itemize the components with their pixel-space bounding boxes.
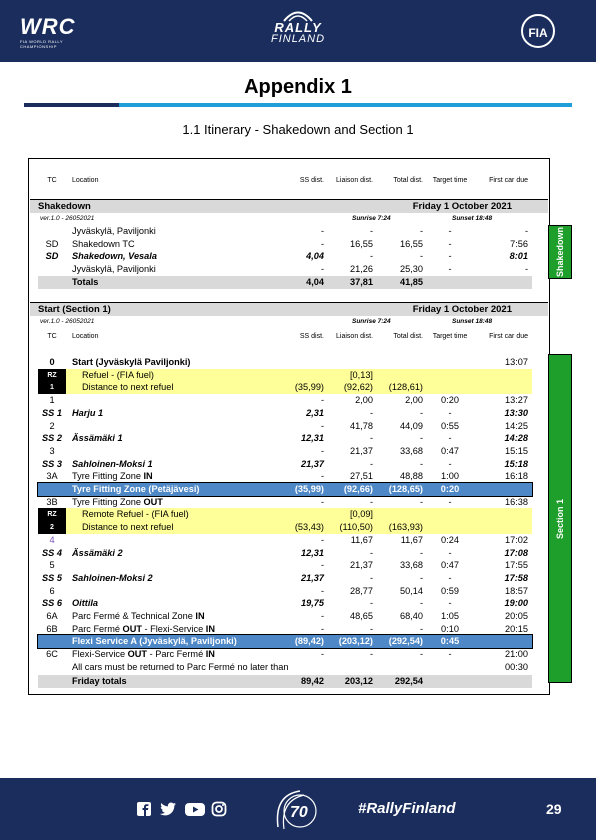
shakedown-location — [72, 263, 156, 276]
section1-row — [38, 597, 532, 610]
section1-total-dist: - — [419, 458, 423, 469]
section1-row — [38, 369, 532, 382]
section1-row — [38, 420, 532, 433]
shakedown-location-text: Jyväskylä, Paviljonki — [72, 264, 156, 275]
section1-target-time: 0:47 — [441, 445, 459, 456]
page-title: Appendix 1 — [244, 76, 352, 98]
shakedown-total-dist: - — [419, 251, 423, 262]
section1-liaison-dist: - — [369, 572, 373, 583]
section1-location-part: IN — [192, 611, 205, 621]
section1-location-text: Distance to next refuel — [82, 382, 174, 393]
shakedown-total-dist: 41,85 — [400, 276, 423, 287]
section1-ss-dist: - — [320, 534, 324, 545]
shakedown-location — [72, 250, 157, 263]
section1-row — [38, 610, 532, 623]
section1-ss-dist: - — [320, 649, 324, 660]
section1-total-dist: - — [419, 598, 423, 609]
section1-tc: RZ — [38, 508, 66, 521]
column-header: TC Location SS dist. Liaison dist. Total dist. Target time First car due — [47, 177, 528, 184]
section1-first-car: 17:08 — [504, 547, 528, 558]
section1-liaison-dist: (92,66) — [343, 484, 373, 494]
section1-total-dist: - — [419, 572, 423, 583]
shakedown-target-time: - — [448, 226, 452, 236]
section1-ss-dist: - — [320, 623, 324, 634]
section1-ss-dist: 21,37 — [301, 572, 324, 583]
section1-total-dist: 48,88 — [400, 471, 423, 482]
section1-target-time: 0:47 — [441, 560, 459, 571]
page-number: 29 — [546, 801, 562, 817]
section1-location — [72, 648, 215, 661]
section1-ss-dist: - — [320, 471, 324, 482]
section1-ss-dist: (53,43) — [294, 522, 324, 533]
section1-liaison-dist: - — [369, 623, 373, 634]
section1-liaison-dist: [0,13] — [350, 369, 373, 380]
shakedown-header: Shakedown Friday 1 October 2021 — [30, 199, 548, 213]
section1-total-dist: 33,68 — [400, 560, 423, 571]
section1-ss-dist: - — [320, 445, 324, 456]
section1-location-part: IN — [140, 471, 153, 482]
section1-location — [72, 432, 123, 445]
shakedown-sidebar: Shakedown — [548, 225, 572, 279]
section1-location-text: Sahloinen-Moksi 2 — [72, 572, 153, 583]
section1-liaison-dist: - — [369, 598, 373, 609]
section1-ss-dist: - — [320, 395, 324, 406]
section1-ss-dist: - — [320, 611, 324, 621]
section1-tc: 3B — [46, 496, 58, 507]
section1-location-text: Flexi Service A (Jyväskylä, Paviljonki) — [72, 636, 237, 647]
fia-logo: FIA — [521, 14, 555, 48]
section1-location — [72, 572, 153, 585]
section1-row — [38, 648, 532, 661]
section1-ss-dist: 2,31 — [306, 407, 324, 418]
section1-row — [38, 394, 532, 407]
section1-first-car: 13:27 — [505, 395, 528, 406]
shakedown-location-text: Shakedown TC — [72, 238, 135, 249]
section1-tc: SS 2 — [42, 433, 62, 444]
section1-row — [38, 407, 532, 420]
shakedown-ss-dist: - — [320, 226, 324, 236]
shakedown-total-dist: 25,30 — [400, 264, 423, 275]
section1-ss-dist: - — [320, 560, 324, 571]
section1-location-text: Tyre Fitting Zone — [72, 471, 141, 482]
rally-finland-70-logo — [270, 787, 322, 833]
section1-target-time: 0:24 — [441, 534, 459, 545]
section1-row — [38, 547, 532, 560]
section1-total-dist: - — [419, 623, 423, 634]
section1-target-time: - — [448, 496, 452, 507]
section1-location-text: Ässämäki 1 — [72, 433, 123, 444]
shakedown-location-text: Totals — [72, 276, 99, 287]
section1-tc: 6A — [46, 611, 58, 621]
section1-liaison-dist: 21,37 — [350, 445, 373, 456]
section1-version-line: ver.1.0 - 26052021 Sunrise 7:24 Sunset 18:48 — [40, 318, 493, 325]
section1-location-part: OUT — [140, 496, 163, 507]
section1-liaison-dist: (203,12) — [338, 636, 373, 647]
section1-ss-dist: (35,99) — [294, 484, 324, 494]
section1-location-text: Sahloinen-Moksi 1 — [72, 458, 153, 469]
section1-first-car: 17:58 — [504, 572, 528, 583]
section1-ss-dist: 12,31 — [301, 547, 324, 558]
shakedown-first-car: 8:01 — [509, 251, 528, 262]
section1-liaison-dist: (110,50) — [339, 522, 373, 533]
section1-location — [72, 470, 153, 483]
section1-target-time: 0:59 — [441, 585, 459, 596]
section1-total-dist: (292,54) — [388, 636, 423, 647]
shakedown-total-dist: 16,55 — [400, 238, 423, 249]
section1-location-part: IN — [203, 623, 215, 634]
rally-finland-logo: RALLY FINLAND — [270, 20, 326, 45]
facebook-icon[interactable] — [136, 801, 152, 820]
section1-first-car: 14:28 — [504, 433, 528, 444]
section1-target-time: 0:20 — [440, 484, 460, 494]
section1-total-dist: 44,09 — [400, 420, 423, 431]
shakedown-row — [38, 250, 532, 263]
shakedown-tc: SD — [45, 251, 59, 262]
section1-row — [38, 585, 532, 598]
section1-location-part: OUT — [120, 623, 142, 634]
section1-row — [38, 356, 532, 369]
section1-liaison-dist: - — [369, 496, 373, 507]
section1-total-dist: (163,93) — [388, 522, 423, 533]
shakedown-location — [72, 225, 156, 238]
section1-target-time: - — [448, 458, 452, 469]
hashtag[interactable]: #RallyFinland — [358, 800, 456, 817]
shakedown-first-car: 7:56 — [510, 238, 528, 249]
section1-location — [72, 483, 199, 496]
section1-location-text: Remote Refuel - (FIA fuel) — [82, 509, 189, 520]
section1-tc: 6 — [49, 585, 55, 596]
section1-row — [38, 521, 532, 534]
section1-location-text: Refuel - (FIA fuel) — [82, 369, 154, 380]
section1-location-part: IN — [203, 649, 215, 660]
section1-first-car: 20:05 — [505, 611, 528, 621]
shakedown-liaison-dist: - — [369, 251, 373, 262]
section1-location-part: - Flexi-Service — [141, 623, 204, 634]
section1-liaison-dist: - — [369, 433, 373, 444]
svg-text:70: 70 — [290, 804, 308, 821]
section1-row — [38, 470, 532, 483]
shakedown-liaison-dist: 21,26 — [350, 264, 373, 275]
section1-row — [38, 661, 532, 674]
section1-location-text: Ässämäki 2 — [72, 547, 123, 558]
section1-first-car: 17:55 — [505, 560, 528, 571]
section1-target-time: 1:05 — [441, 611, 459, 621]
section1-tc: 0 — [49, 357, 55, 367]
section1-total-dist: - — [419, 547, 423, 558]
section1-tc: SS 4 — [42, 547, 62, 558]
section1-first-car: 13:30 — [504, 407, 528, 418]
section1-row — [38, 496, 532, 509]
section1-first-car: 19:00 — [504, 598, 528, 609]
shakedown-first-car: - — [524, 226, 528, 236]
section1-first-car: 16:18 — [505, 471, 528, 482]
section1-row — [38, 445, 532, 458]
section1-total-dist: - — [419, 407, 423, 418]
section1-target-time: - — [448, 547, 452, 558]
section1-first-car: 15:15 — [505, 445, 528, 456]
section1-row — [38, 623, 532, 636]
section1-liaison-dist: 41,78 — [350, 420, 373, 431]
shakedown-total-dist: - — [419, 226, 423, 236]
section1-location-text: Flexi-Service — [72, 649, 126, 660]
section1-target-time: 0:20 — [441, 395, 459, 406]
shakedown-row — [38, 263, 532, 276]
section1-target-time: - — [448, 433, 452, 444]
section1-ss-dist: - — [320, 420, 324, 431]
section1-target-time: - — [448, 649, 452, 660]
section1-liaison-dist: - — [369, 458, 373, 469]
section1-column-header: TC Location SS dist. Liaison dist. Total dist. Target time First car due — [47, 333, 528, 340]
shakedown-location — [72, 238, 135, 251]
section1-tc: SS 6 — [42, 598, 62, 609]
section1-first-car: 00:30 — [505, 661, 528, 672]
section1-location-text: Distance to next refuel — [82, 522, 174, 533]
section1-row — [38, 483, 532, 496]
section1-target-time: 0:10 — [441, 623, 459, 634]
friday-totals-total: 292,54 — [394, 676, 423, 686]
section1-tc: RZ — [38, 369, 66, 382]
section1-tc: SS 1 — [42, 407, 62, 418]
section1-location-part: OUT — [125, 649, 148, 660]
section1-total-dist: - — [419, 496, 423, 507]
shakedown-tc: SD — [45, 238, 59, 249]
twitter-icon[interactable] — [159, 801, 177, 820]
shakedown-ss-dist: 4,04 — [306, 276, 324, 287]
section1-liaison-dist: - — [369, 547, 373, 558]
section1-location — [72, 407, 103, 420]
shakedown-version-line: ver.1.0 - 26052021 Sunrise 7:24 Sunset 18:48 — [40, 215, 493, 222]
section1-tc: 1 — [49, 395, 55, 406]
section1-first-car: 21:00 — [505, 649, 528, 660]
shakedown-row — [38, 238, 532, 251]
section1-location — [72, 356, 190, 369]
section1-location — [72, 496, 163, 509]
section1-total-dist: 11,67 — [400, 534, 423, 545]
youtube-icon[interactable] — [184, 801, 206, 820]
shakedown-ss-dist: - — [320, 264, 324, 275]
section1-row — [38, 381, 532, 394]
section1-tc: 6C — [46, 649, 58, 660]
section1-tc: 6B — [46, 623, 58, 634]
section1-location-text: Tyre Fitting Zone (Petäjävesi) — [72, 484, 200, 494]
shakedown-location-text: Jyväskylä, Paviljonki — [72, 226, 156, 236]
page-subtitle: 1.1 Itinerary - Shakedown and Section 1 — [182, 122, 414, 137]
friday-totals-label: Friday totals — [72, 676, 127, 686]
shakedown-ss-dist: - — [320, 238, 324, 249]
section1-tc: 2 — [49, 420, 55, 431]
section1-first-car: 14:25 — [505, 420, 528, 431]
friday-totals-liaison: 203,12 — [344, 676, 373, 686]
section1-liaison-dist: 2,00 — [355, 395, 373, 406]
section1-location-text: Start (Jyväskylä Paviljonki) — [72, 357, 191, 367]
section1-location — [82, 369, 154, 382]
shakedown-liaison-dist: 37,81 — [350, 276, 373, 287]
section1-location-text: Parc Fermé — [72, 623, 120, 634]
section1-target-time: 0:55 — [441, 420, 459, 431]
section1-tc: SS 3 — [42, 458, 62, 469]
section1-first-car: 18:57 — [505, 585, 528, 596]
shakedown-location — [72, 276, 98, 289]
section1-ss-dist: - — [320, 496, 324, 507]
section1-location-text: Harju 1 — [72, 407, 104, 418]
section1-location — [72, 635, 237, 648]
section1-first-car: 17:02 — [505, 534, 528, 545]
section1-liaison-dist: 28,77 — [350, 585, 373, 596]
shakedown-location-text: Shakedown, Vesala — [72, 251, 157, 262]
section1-location — [72, 597, 98, 610]
section1-location-text: Parc Fermé & Technical Zone — [72, 611, 193, 621]
section1-row — [38, 432, 532, 445]
section1-location-part: - Parc Fermé — [147, 649, 204, 660]
section1-header: Start (Section 1) Friday 1 October 2021 — [30, 302, 548, 316]
section1-target-time: - — [448, 407, 452, 418]
shakedown-row — [38, 225, 532, 238]
section1-row — [38, 559, 532, 572]
section1-tc: 3A — [46, 471, 58, 482]
section1-liaison-dist: (92,62) — [343, 382, 373, 393]
section1-first-car: 20:15 — [505, 623, 528, 634]
section1-liaison-dist: - — [369, 407, 373, 418]
section1-tc: SS 5 — [42, 572, 62, 583]
section1-location — [72, 610, 205, 623]
section1-target-time: 0:45 — [440, 636, 460, 647]
section1-ss-dist: 19,75 — [301, 598, 324, 609]
section1-total-dist: - — [419, 649, 423, 660]
section1-liaison-dist: [0,09] — [350, 509, 373, 520]
section1-ss-dist: - — [320, 585, 324, 596]
section1-total-dist: (128,61) — [388, 382, 423, 393]
section1-total-dist: 50,14 — [400, 585, 423, 596]
section1-first-car: 16:38 — [505, 496, 528, 507]
section1-row — [38, 635, 532, 648]
section1-location — [72, 547, 123, 560]
title-underline-accent — [24, 103, 119, 107]
section1-target-time: - — [448, 572, 452, 583]
shakedown-row — [38, 276, 532, 289]
section1-total-dist: - — [419, 433, 423, 444]
section1-liaison-dist: 48,65 — [350, 611, 373, 621]
section1-location — [72, 623, 215, 636]
section1-first-car: 15:18 — [504, 458, 528, 469]
section1-target-time: 1:00 — [441, 471, 459, 482]
section1-row — [38, 572, 532, 585]
section1-total-dist: 33,68 — [400, 445, 423, 456]
section1-total-dist: (128,65) — [388, 484, 423, 494]
section1-tc: 1 — [38, 381, 66, 394]
section1-location-text: All cars must be returned to Parc Fermé no later than — [72, 661, 289, 672]
section1-row — [38, 458, 532, 471]
section1-row — [38, 534, 532, 547]
section1-sidebar: Section 1 — [548, 354, 572, 683]
section1-ss-dist: (35,99) — [294, 382, 324, 393]
section1-location-text: Oittila — [72, 598, 99, 609]
shakedown-target-time: - — [448, 251, 452, 262]
shakedown-ss-dist: 4,04 — [306, 251, 324, 262]
section1-tc: 4 — [49, 534, 55, 545]
section1-liaison-dist: 11,67 — [350, 534, 373, 545]
section1-location — [72, 458, 153, 471]
section1-tc: 5 — [49, 560, 55, 571]
shakedown-liaison-dist: - — [369, 226, 373, 236]
wrc-logo: WRC — [20, 14, 76, 39]
section1-location — [82, 381, 173, 394]
section1-location — [82, 521, 173, 534]
section1-total-dist: 2,00 — [405, 395, 423, 406]
section1-liaison-dist: - — [369, 649, 373, 660]
shakedown-liaison-dist: 16,55 — [350, 238, 373, 249]
section1-tc: 3 — [49, 445, 55, 456]
friday-totals-row — [38, 675, 532, 688]
section1-tc: 2 — [38, 521, 66, 534]
section1-ss-dist: 21,37 — [301, 458, 324, 469]
shakedown-first-car: - — [524, 264, 528, 275]
wrc-logo-subtitle: FIA WORLD RALLY CHAMPIONSHIP — [20, 39, 63, 49]
section1-liaison-dist: 21,37 — [350, 560, 373, 571]
section1-location — [72, 661, 289, 674]
section1-ss-dist: (89,42) — [294, 636, 324, 647]
section1-ss-dist: 12,31 — [301, 433, 324, 444]
section1-liaison-dist: 27,51 — [350, 471, 373, 482]
instagram-icon[interactable] — [211, 801, 227, 820]
section1-target-time: - — [448, 598, 452, 609]
section1-location-text: Tyre Fitting Zone — [72, 496, 141, 507]
section1-location — [82, 508, 189, 521]
friday-totals-ss: 89,42 — [301, 676, 324, 686]
section1-first-car: 13:07 — [505, 357, 528, 367]
section1-row — [38, 508, 532, 521]
shakedown-target-time: - — [448, 238, 452, 249]
shakedown-target-time: - — [448, 264, 452, 275]
section1-total-dist: 68,40 — [400, 611, 423, 621]
